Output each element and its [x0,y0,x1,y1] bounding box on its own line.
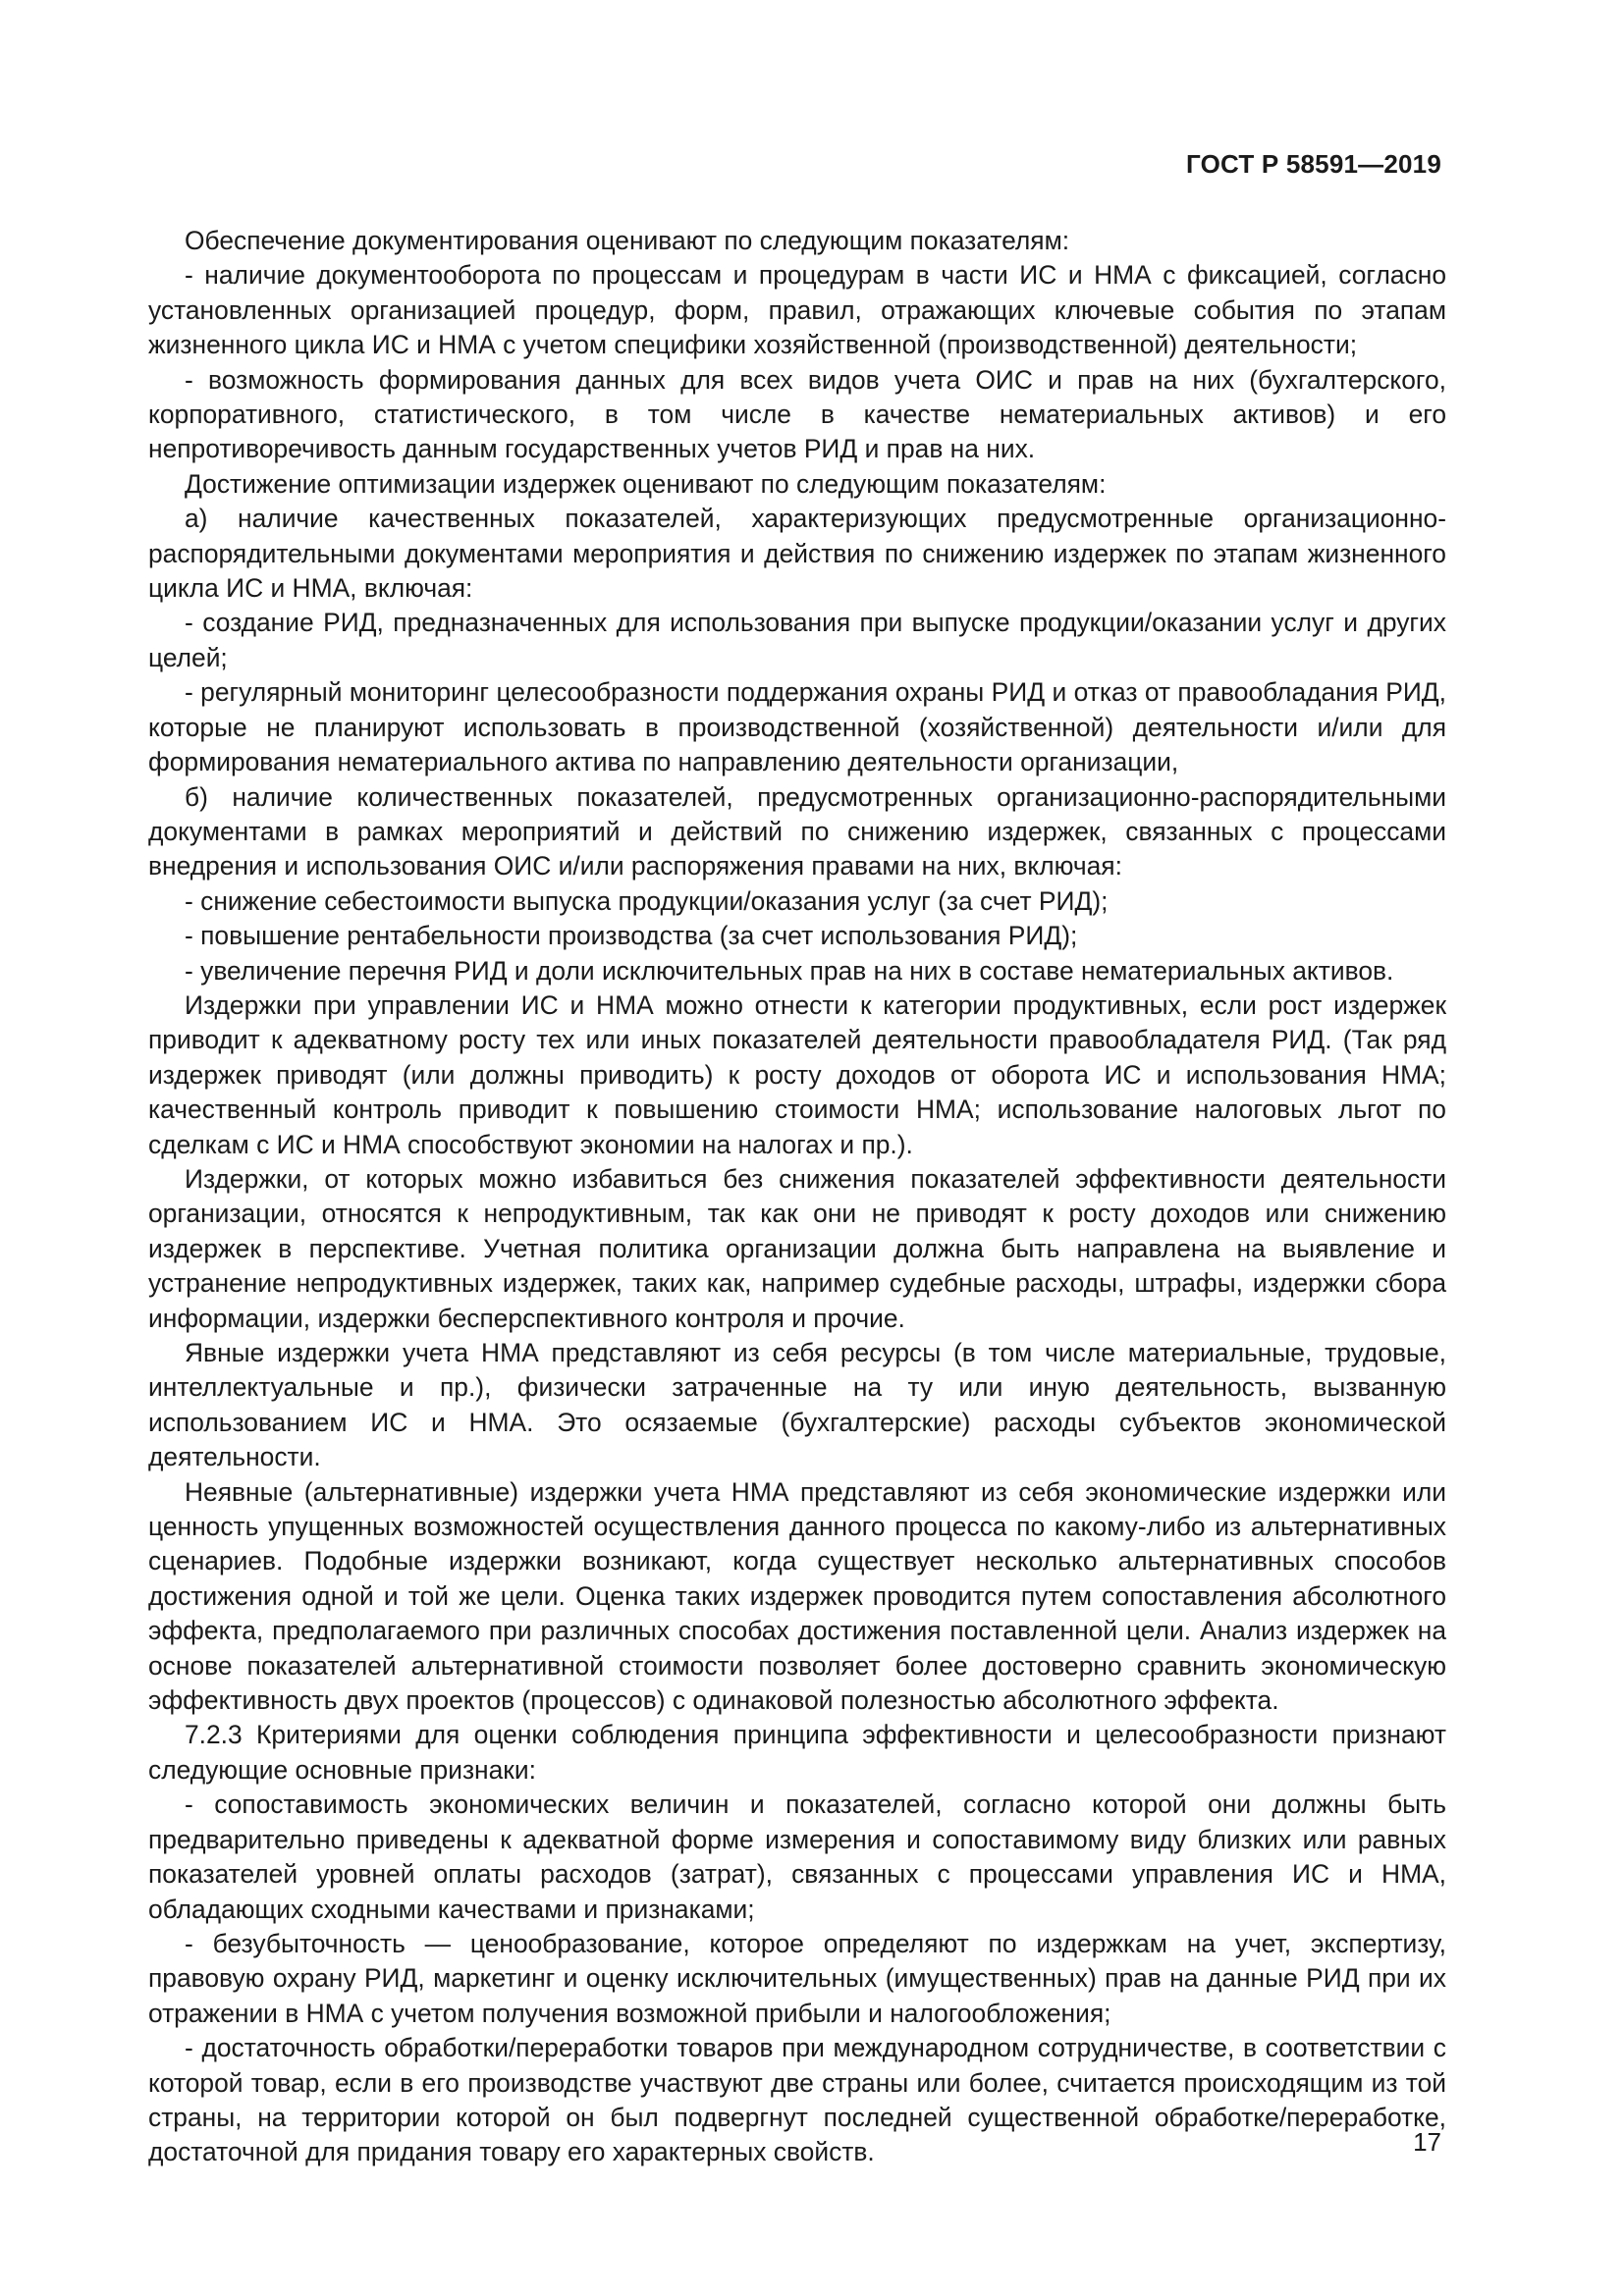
paragraph: - регулярный мониторинг целесообразности поддержания охраны РИД и отказ от правообладания РИД, которые не планируют использовать в производственной (хозяйственной) деятельности и/или для формирования нематериального актива по направлению деятельности организации, [148,677,1446,777]
document-id-header: ГОСТ Р 58591—2019 [1186,149,1441,179]
paragraph: - достаточность обработки/переработки товаров при международном сотрудничестве, в соответствии с которой товар, если в его производстве участвуют две страны или более, считается происходящим из той страны, на территории которой он был подвергнут последней существенной обработке/переработке, достаточной для придания товару его характерных свойств. [148,2033,1446,2167]
paragraph: Достижение оптимизации издержек оценивают по следующим показателям: [185,468,1107,499]
page-number: 17 [1413,2127,1441,2157]
paragraph: - безубыточность — ценообразование, которое определяют по издержкам на учет, экспертизу, правовую охрану РИД, маркетинг и оценку исключительных (имущественных) прав на данные РИД при их отражении в НМА с учетом получения возможной прибыли и налогообложения; [148,1928,1446,2028]
paragraph: - создание РИД, предназначенных для использования при выпуске продукции/оказании услуг и других целей; [148,608,1446,672]
document-body [148,224,1446,2170]
paragraph: - возможность формирования данных для всех видов учета ОИС и прав на них (бухгалтерского, корпоративного, статистического, в том числе в качестве нематериальных активов) и его непротиворечивость данным государственных учетов РИД и прав на них. [148,364,1446,464]
paragraph: - сопоставимость экономических величин и показателей, согласно которой они должны быть предварительно приведены к адекватной форме измерения и сопоставимому виду близких или равных показателей уровней оплаты расходов (затрат), связанных с процессами управления ИС и НМА, обладающих сходными качествами и признаками; [148,1789,1446,1924]
paragraph: а) наличие качественных показателей, характеризующих предусмотренные организационно-распорядительными документами мероприятия и действия по снижению издержек по этапам жизненного цикла ИС и НМА, включая: [148,504,1446,604]
paragraph: 7.2.3 Критериями для оценки соблюдения принципа эффективности и целесообразности признают следующие основные признаки: [148,1720,1446,1785]
paragraph: - увеличение перечня РИД и доли исключительных прав на них в составе нематериальных активов. [185,955,1394,986]
paragraph: - наличие документооборота по процессам и процедурам в части ИС и НМА с фиксацией, согласно установленных организацией процедур, форм, правил, отражающих ключевые события по этапам жизненного цикла ИС и НМА с учетом специфики хозяйственной (производственной) деятельности; [148,260,1446,360]
paragraph: б) наличие количественных показателей, предусмотренных организационно-распорядительными документами в рамках мероприятий и действий по снижению издержек, связанных с процессами внедрения и использования ОИС и/или распоряжения правами на них, включая: [148,781,1446,881]
paragraph: Неявные (альтернативные) издержки учета НМА представляют из себя экономические издержки или ценность упущенных возможностей осуществления данного процесса по какому-либо из альтернативных сценариев. Подобные издержки возникают, когда существует несколько альтернативных способов достижения одной и той же цели. Оценка таких издержек проводится путем сопоставления абсолютного эффекта, предполагаемого при различных способах достижения поставленной цели. Анализ издержек на основе показателей альтернативной стоимости позволяет более достоверно сравнить экономическую эффективность двух проектов (процессов) с одинаковой полезностью абсолютного эффекта. [148,1476,1446,1716]
paragraph: Издержки, от которых можно избавиться без снижения показателей эффективности деятельности организации, относятся к непродуктивным, так как они не приводят к росту доходов или снижению издержек в перспективе. Учетная политика организации должна быть направлена на выявление и устранение непродуктивных издержек, таких как, например судебные расходы, штрафы, издержки сбора информации, издержки бесперспективного контроля и прочие. [148,1163,1446,1333]
paragraph: Издержки при управлении ИС и НМА можно отнести к категории продуктивных, если рост издержек приводит к адекватному росту тех или иных показателей деятельности правообладателя РИД. (Так ряд издержек приводят (или должны приводить) к росту доходов от оборота ИС и использования НМА; качественный контроль приводит к повышению стоимости НМА; использование налоговых льгот по сделкам с ИС и НМА способствуют экономии на налогах и пр.). [148,989,1446,1159]
paragraph: - снижение себестоимости выпуска продукции/оказания услуг (за счет РИД); [185,885,1109,916]
paragraph: Явные издержки учета НМА представляют из себя ресурсы (в том числе материальные, трудовые, интеллектуальные и пр.), физически затраченные на ту или иную деятельность, вызванную использованием ИС и НМА. Это осязаемые (бухгалтерские) расходы субъектов экономической деятельности. [148,1338,1446,1472]
paragraph: - повышение рентабельности производства (за счет использования РИД); [185,921,1078,951]
paragraph: Обеспечение документирования оценивают по следующим показателям: [185,226,1070,255]
